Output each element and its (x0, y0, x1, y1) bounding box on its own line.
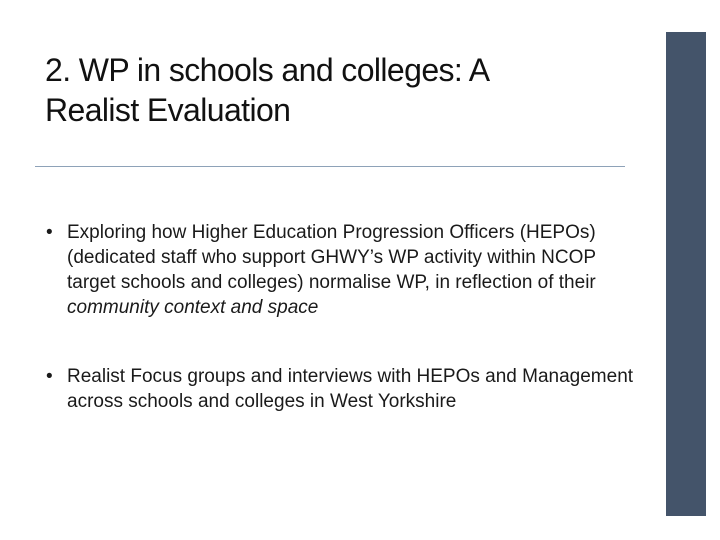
bullet-item-hepos (46, 220, 636, 320)
title-divider (35, 166, 625, 167)
slide-title-line-2: Realist Evaluation (45, 92, 291, 128)
bullet-list (46, 220, 636, 458)
side-accent-bar (666, 32, 706, 516)
bullet-emphasis-community-context: community context and space (67, 297, 319, 318)
slide-title-line-1: 2. WP in schools and colleges: A (45, 52, 490, 88)
bullet-item-focus-groups (46, 364, 636, 414)
bullet-text-focus-groups: Realist Focus groups and interviews with HEPOs and Management across schools and colleges in West Yorkshire (67, 366, 634, 412)
bullet-text-hepos: Exploring how Higher Education Progression Officers (HEPOs) (dedicated staff who support GHWY’s WP activity within NCOP target schools and colleges) normalise WP, in reflection of their (67, 222, 596, 293)
slide-title (45, 50, 635, 130)
